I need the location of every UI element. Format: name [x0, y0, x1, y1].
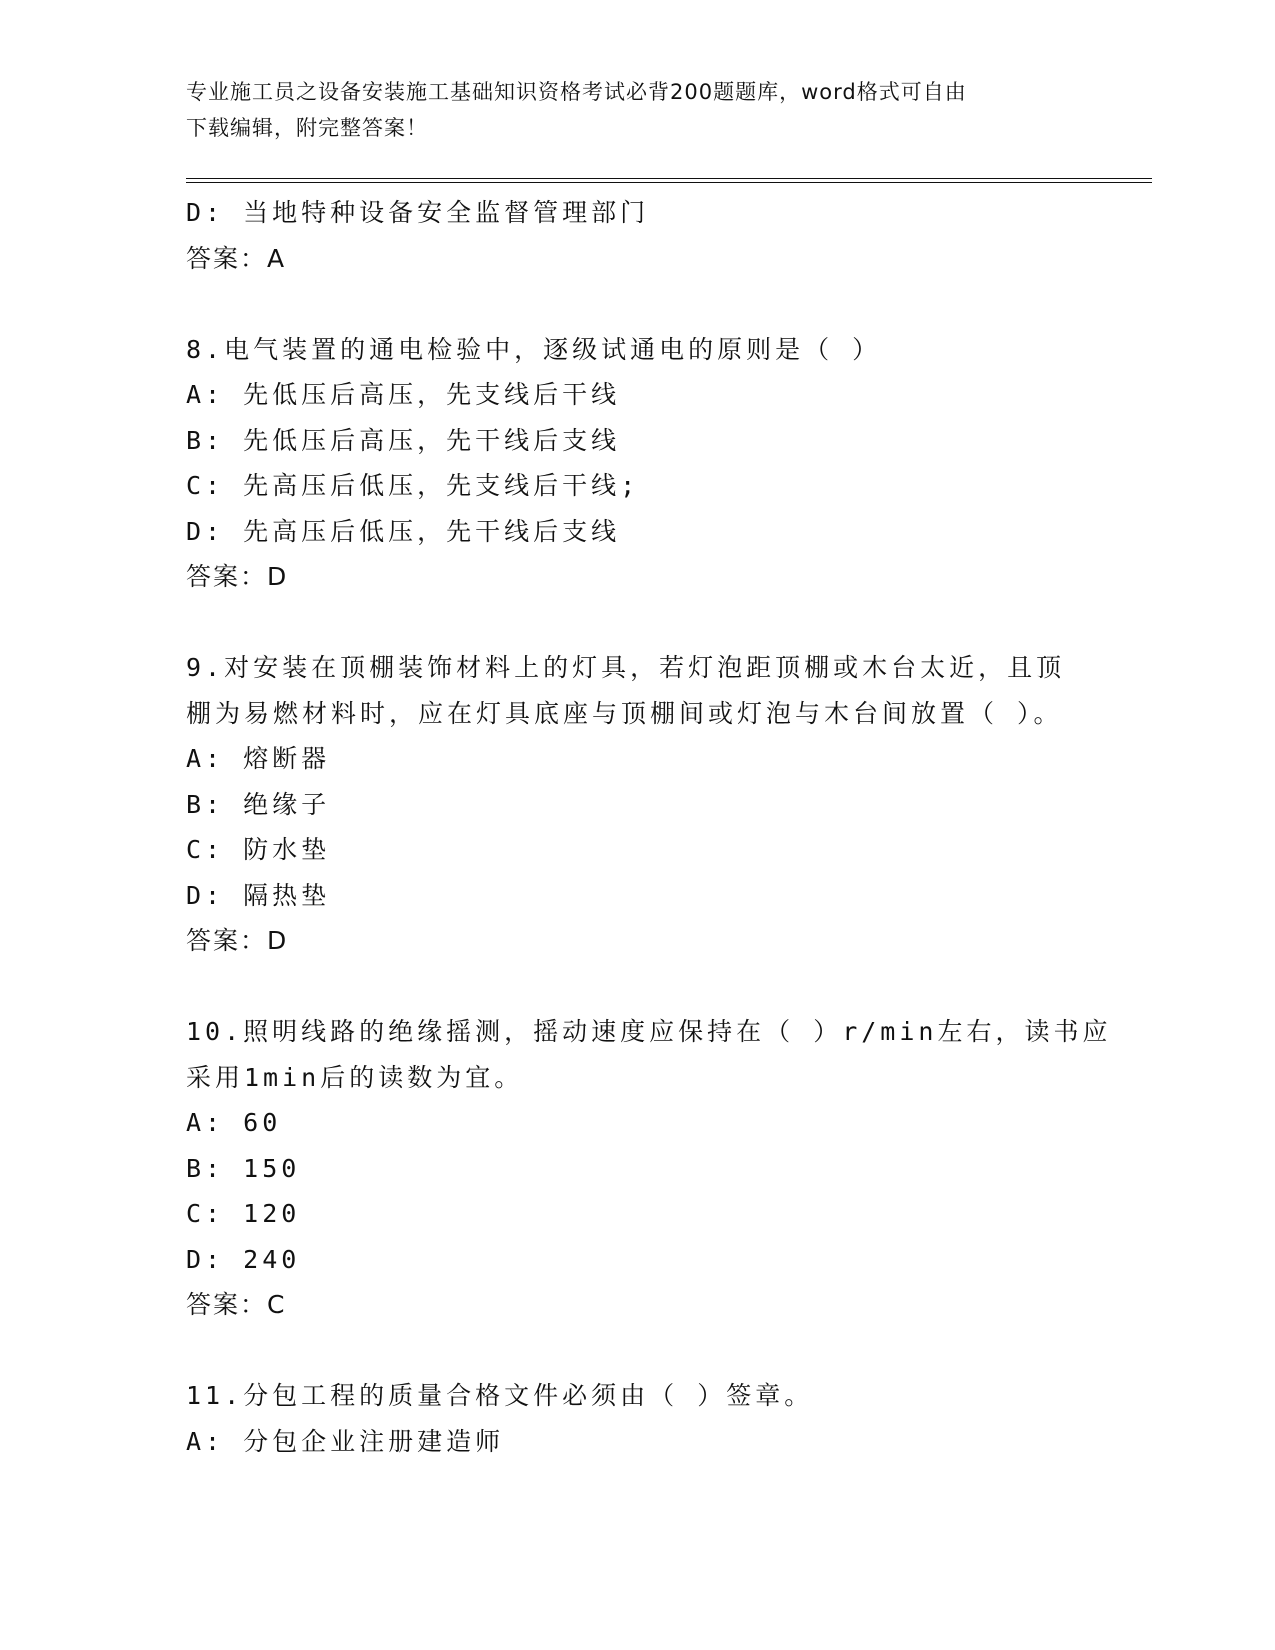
header-title-line-2: 下载编辑，附完整答案！ [186, 116, 428, 140]
question-stem-continued: 采用1min后的读数为宜。 [186, 1062, 524, 1092]
spacer [186, 281, 1152, 327]
header-title-line-1: 专业施工员之设备安装施工基础知识资格考试必背200题题库，word格式可自由 [186, 80, 967, 104]
option-a: A: 熔断器 [186, 744, 331, 773]
option-c: C: 先高压后低压，先支线后干线; [186, 471, 640, 500]
question-stem: 11.分包工程的质量合格文件必须由（ ）签章。 [186, 1381, 814, 1410]
answer: 答案：D [186, 562, 289, 591]
answer: 答案：C [186, 1290, 287, 1319]
question-stem: 10.照明线路的绝缘摇测，摇动速度应保持在（ ）r/min左右，读书应 [186, 1017, 1112, 1046]
question-stem: 9.对安装在顶棚装饰材料上的灯具，若灯泡距顶棚或木台太近，且顶 [186, 653, 1066, 682]
question-11 [186, 1373, 1152, 1464]
option-d: D: 当地特种设备安全监督管理部门 [186, 198, 650, 227]
option-a: A: 分包企业注册建造师 [186, 1426, 505, 1456]
option-a: A: 先低压后高压，先支线后干线 [186, 380, 621, 409]
option-d: D: 先高压后低压，先干线后支线 [186, 516, 621, 546]
option-c: C: 120 [186, 1199, 301, 1228]
document-header [186, 74, 1086, 146]
header-divider-bottom [186, 182, 1152, 183]
question-stem-continued: 棚为易燃材料时，应在灯具底座与顶棚间或灯泡与木台间放置（ ）。 [186, 698, 1063, 728]
answer: 答案：D [186, 926, 289, 955]
option-b: B: 绝缘子 [186, 789, 331, 819]
header-divider-top [186, 178, 1152, 179]
question-list [186, 190, 1152, 1464]
answer: 答案：A [186, 243, 287, 273]
question-stem: 8.电气装置的通电检验中，逐级试通电的原则是（ ） [186, 334, 882, 364]
option-d: D: 隔热垫 [186, 880, 331, 910]
spacer [186, 600, 1152, 646]
option-a: A: 60 [186, 1108, 282, 1137]
option-b: B: 150 [186, 1153, 301, 1183]
spacer [186, 964, 1152, 1010]
question-8 [186, 327, 1152, 600]
question-9 [186, 645, 1152, 964]
spacer [186, 1328, 1152, 1374]
question-10 [186, 1009, 1152, 1328]
option-c: C: 防水垫 [186, 835, 331, 864]
option-b: B: 先低压后高压，先干线后支线 [186, 425, 621, 455]
option-d: D: 240 [186, 1244, 301, 1274]
